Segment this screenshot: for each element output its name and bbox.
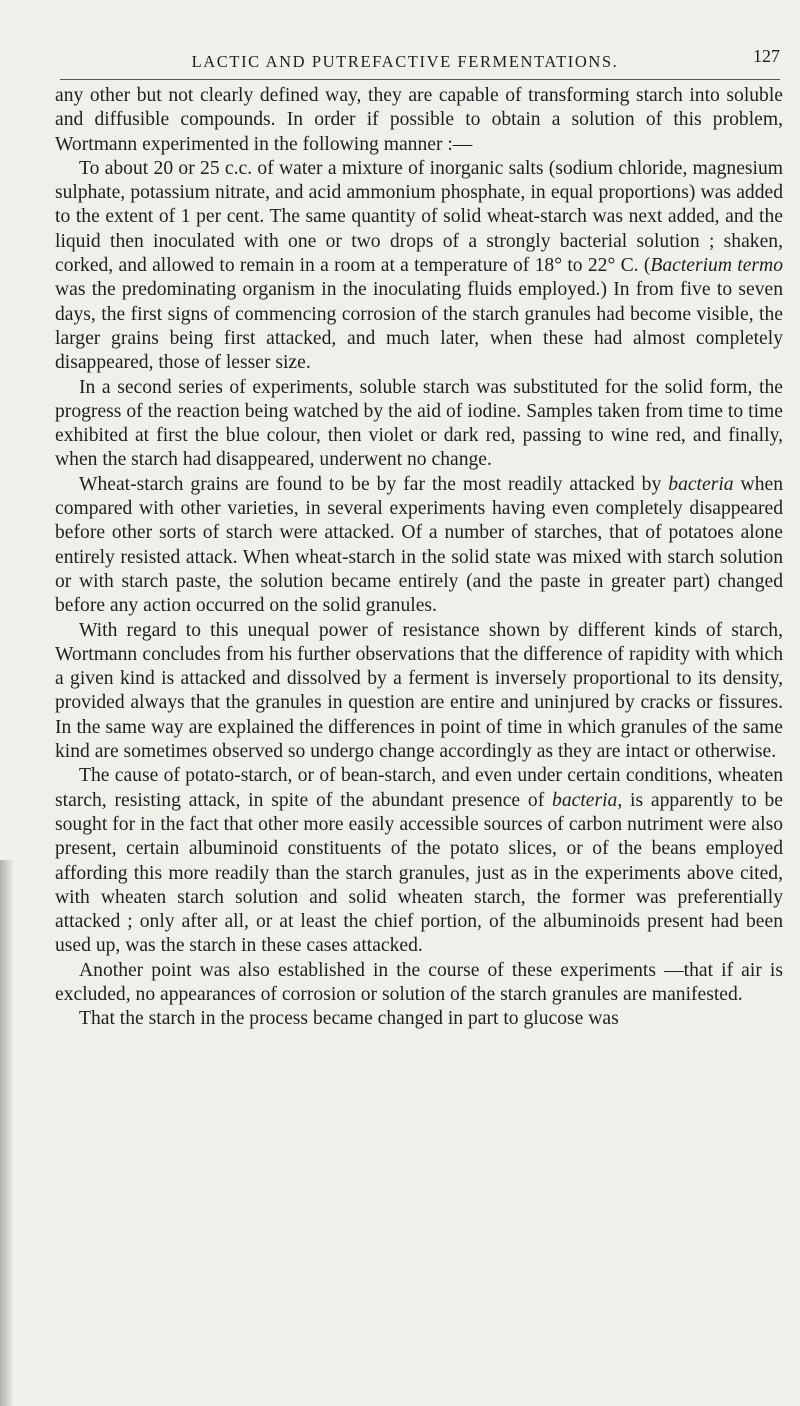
paragraph-8: That the starch in the process became changed in part to glucose was <box>79 1008 619 1030</box>
page-edge-shadow <box>0 860 14 1406</box>
paragraph-3: In a second series of experiments, soluble starch was substituted for the solid form, the progress of the reaction being watched by the aid of iodine. Samples taken from time to time exhibited at first the blue colour, then violet or dark red, passing to wine red, and finally, when the starch had disappeared, underwent no change. <box>55 376 783 471</box>
page-number: 127 <box>753 46 780 66</box>
paragraph-5: With regard to this unequal power of resistance shown by different kinds of starch, Wortmann concludes from his further observations that the difference of rapidity with which a given kind is attacked and dissolved by a ferment is inversely proportional to its density, provided always that the granules in question are entire and uninjured by cracks or fissures. In the same way are explained the differences in point of time in which granules of the same kind are sometimes observed so undergo change accordingly as they are intact or otherwise. <box>55 619 783 763</box>
paragraph-6-part-2: , is apparently to be sought for in the fact that other more easily accessible sources of carbon nutriment were also present, certain albuminoid constituents of the potato slices, or of the beans employed affording this more readily than the starch granules, just as in the experiments above cited, with wheaten starch solution and solid wheaten starch, the former was preferentially attacked ; only after all, or at least the chief portion, of the albuminoids present had been used up, was the starch in these cases attacked. <box>55 789 783 957</box>
paragraph-2 <box>55 157 783 376</box>
paragraph-4-part-1: Wheat-starch grains are found to be by far the most readily attacked by <box>79 473 669 495</box>
body-text <box>55 84 783 1032</box>
page-header <box>60 46 780 76</box>
paragraph-6 <box>55 764 783 958</box>
paragraph-4-part-2: when compared with other varieties, in several experiments having even completely disappeared before other sorts of starch were attacked. Of a number of starches, that of potatoes alone entirely resisted attack. When wheat-starch in the solid state was mixed with starch solution or with starch paste, the solution became entirely (and the paste in greater part) changed before any action occurred on the solid granules. <box>55 473 783 617</box>
paragraph-4 <box>55 473 783 619</box>
paragraph-2-part-2: was the predominating organism in the inoculating fluids employed.) In from five to seven days, the first signs of commencing corrosion of the starch granules had become visible, the larger grains being first attacked, and much later, when these had almost completely disappeared, those of lesser size. <box>55 279 783 374</box>
header-rule <box>60 79 780 80</box>
paragraph-2-part-1: To about 20 or 25 c.c. of water a mixture of inorganic salts (sodium chloride, magnesium sulphate, potassium nitrate, and acid ammonium phosphate, in equal proportions) was added to the extent of 1 per cent. The same quantity of solid wheat-starch was next added, and the liquid then inoculated with one or two drops of a strongly bacterial solution ; shaken, corked, and allowed to remain in a room at a temperature of 18° to 22° C. ( <box>55 157 783 277</box>
paragraph-6-italic: bacteria <box>552 789 618 811</box>
paragraph-1: any other but not clearly defined way, they are capable of transforming starch into soluble and diffusible compounds. In order if possible to obtain a solution of this problem, Wortmann experimented in the following manner :— <box>55 85 783 155</box>
paragraph-4-italic: bacteria <box>668 473 734 495</box>
paragraph-6-part-1: The cause of potato-starch, or of bean-starch, and even under certain conditions, wheaten starch, resisting attack, in spite of the abundant presence of <box>55 765 783 811</box>
paragraph-2-italic: Bacterium termo <box>650 255 783 277</box>
running-title: LACTIC AND PUTREFACTIVE FERMENTATIONS. <box>191 52 619 71</box>
paragraph-7: Another point was also established in the course of these experiments —that if air is excluded, no appearances of corrosion or solution of the starch granules are manifested. <box>55 959 783 1005</box>
